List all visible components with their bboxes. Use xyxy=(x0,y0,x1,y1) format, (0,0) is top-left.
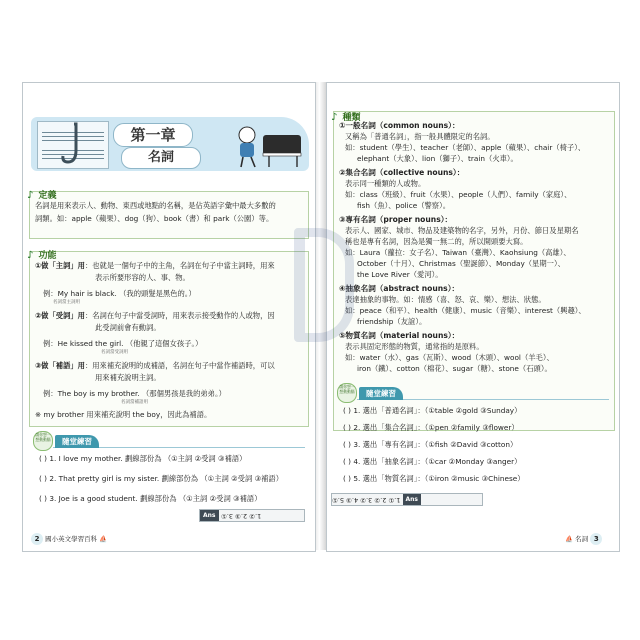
boat-icon: ⛵ xyxy=(99,535,108,543)
practice-question-3: ( ) 3. 選出「專有名詞」：（①fish ②David ③cotton） xyxy=(343,440,518,449)
function-item-3-line-2: 用來補充說明主詞。 xyxy=(95,373,161,382)
section-common-line: 如：student（學生）、teacher（老師）、apple（蘋果）、chair（椅子）、 xyxy=(345,143,586,152)
section-abstract-line: 表達抽象的事物。如：情感（喜、怒、哀、樂）、想法、狀態。 xyxy=(345,295,546,304)
book-title: 國小英文學習百科 xyxy=(45,535,98,543)
piano-player-icon xyxy=(229,123,305,169)
answer-values: 1.② 2.③ 3.① xyxy=(220,512,261,520)
practice-question-1: ( ) 1. I love my mother. 劃線部份為 （①主詞 ②受詞 ③補語） xyxy=(39,454,247,463)
practice-badge: 請你想一想動動腦 xyxy=(33,431,53,451)
practice-badge: 請你想一想動動腦 xyxy=(337,383,357,403)
practice-question-1: ( ) 1. 選出「普通名詞」：（①table ②gold ③Sunday） xyxy=(343,406,522,415)
section-material-line: 表示具固定形態的物質，通常指的是原料。 xyxy=(345,342,484,351)
function-item-3: ③做「補語」用：用來補充說明的成補語，名詞在句子中當作補語時，可以 xyxy=(35,361,275,370)
practice-title: 隨堂練習 xyxy=(55,435,99,448)
chapter-name: 名詞 xyxy=(575,535,589,543)
types-heading: ♪ 種類 xyxy=(331,112,361,123)
section-collective-title: ②集合名詞（collective nouns）： xyxy=(339,168,465,177)
definition-heading: ♪ 定義 xyxy=(27,190,57,201)
section-collective-line: fish（魚）、police（警察）。 xyxy=(357,201,451,210)
practice-question-3: ( ) 3. Joe is a good student. 劃線部份為 （①主詞 ②受詞 ③補語） xyxy=(39,494,262,503)
saxophone-icon xyxy=(60,122,88,168)
answer-strip xyxy=(199,509,305,522)
definition-line-2: 詞類。如：apple（蘋果）、dog（狗）、book（書）和 park（公園）等。 xyxy=(35,214,274,223)
right-footer xyxy=(565,533,602,545)
definition-line-1: 名詞是用來表示人、動物、東西或地點的名稱，是佔英語字彙中最大多數的 xyxy=(35,201,276,210)
left-page xyxy=(22,82,316,552)
music-note-icon: ♪ xyxy=(27,190,34,201)
answer-label: Ans xyxy=(403,494,422,505)
section-proper-line: 表示人、國家、城市、物品及建築物的名字，另外，月份、節日及星期名 xyxy=(345,226,579,235)
section-abstract-line: 如：peace（和平）、health（健康）、music（音樂）、interest（興趣）、 xyxy=(345,306,586,315)
section-material-line: 如：water（水）、gas（瓦斯）、wood（木頭）、wool（羊毛）、 xyxy=(345,353,554,362)
section-proper-line: the Love River（愛河）。 xyxy=(357,270,443,279)
page-number: 3 xyxy=(590,533,602,545)
function-heading: ♪ 功能 xyxy=(27,250,57,261)
right-page xyxy=(326,82,620,552)
music-note-icon: ♪ xyxy=(27,250,34,261)
section-proper-line: 如：Laura（蘿拉：女子名）、Taiwan（臺灣）、Kaohsiung（高雄）、 xyxy=(345,248,571,257)
section-common-line: 又稱為「普通名詞」，指一般具體限定的名詞。 xyxy=(345,132,495,141)
section-proper-line: October（十月）、Christmas（聖誕節）、Monday（星期一）、 xyxy=(357,259,565,268)
watermark-logo xyxy=(294,228,354,342)
section-abstract-line: friendship（友誼）。 xyxy=(357,317,427,326)
section-proper-title: ③專有名詞（proper nouns）： xyxy=(339,215,453,224)
section-material-title: ⑤物質名詞（material nouns）： xyxy=(339,331,460,340)
section-collective-line: 如：class（班級）、fruit（水果）、people（人們）、family（家庭）、 xyxy=(345,190,572,199)
answer-values: 1.① 2.② 3.② 4.③ 5.① xyxy=(332,496,401,504)
left-footer xyxy=(31,533,107,545)
section-collective-line: 表示同一種類的人或物。 xyxy=(345,179,426,188)
practice-question-5: ( ) 5. 選出「物質名詞」：（①iron ②music ③Chinese） xyxy=(343,474,525,483)
function-example-2: 例：He kissed the girl. （他親了這個女孩子。） xyxy=(43,339,203,348)
practice-question-2: ( ) 2. 選出「集合名詞」：（①pen ②family ③flower） xyxy=(343,423,519,432)
practice-question-2: ( ) 2. That pretty girl is my sister. 劃線部份為 （①主詞 ②受詞 ③補語） xyxy=(39,474,284,483)
practice-title: 隨堂練習 xyxy=(359,387,403,400)
section-common-title: ①一般名詞（common nouns）： xyxy=(339,121,460,130)
function-item-1-line-2: 表示所要形容的人、事、物。 xyxy=(95,273,190,282)
function-remark: ※ my brother 用來補充說明 the boy，因此為補語。 xyxy=(35,410,212,419)
sheet-music-illustration xyxy=(37,121,109,169)
function-item-2-line-2: 此受詞前會有動詞。 xyxy=(95,323,161,332)
function-example-1-note: 名詞當主詞用 xyxy=(53,300,80,305)
answer-label: Ans xyxy=(200,510,219,521)
music-note-icon: ♪ xyxy=(331,112,338,123)
chapter-subtitle: 名詞 xyxy=(121,147,201,169)
answer-strip xyxy=(331,493,483,506)
function-item-2: ②做「受詞」用：名詞在句子中當受詞時，用來表示接受動作的人或物，因 xyxy=(35,311,275,320)
function-example-3: 例：The boy is my brother. （那個男孩是我的弟弟。） xyxy=(43,389,226,398)
function-example-3-note: 名詞當補語用 xyxy=(121,400,148,405)
chapter-title: 第一章 xyxy=(113,123,193,147)
section-abstract-title: ④抽象名詞（abstract nouns）： xyxy=(339,284,460,293)
page-number: 2 xyxy=(31,533,43,545)
function-item-1: ①做「主詞」用：也就是一個句子中的主角，名詞在句子中當主詞時，用來 xyxy=(35,261,275,270)
section-proper-line: 稱也是專有名詞，因為是獨一無二的，所以開頭要大寫。 xyxy=(345,237,528,246)
practice-question-4: ( ) 4. 選出「抽象名詞」：（①car ②Monday ③anger） xyxy=(343,457,522,466)
section-common-line: elephant（大象）、lion（獅子）、train（火車）。 xyxy=(357,154,518,163)
function-example-1: 例：My hair is black. （我的頭髮是黑色的。） xyxy=(43,289,196,298)
section-material-line: iron（鐵）、cotton（棉花）、sugar（糖）、stone（石頭）。 xyxy=(357,364,552,373)
function-example-2-note: 名詞當受詞用 xyxy=(101,350,128,355)
boat-icon: ⛵ xyxy=(565,535,574,543)
